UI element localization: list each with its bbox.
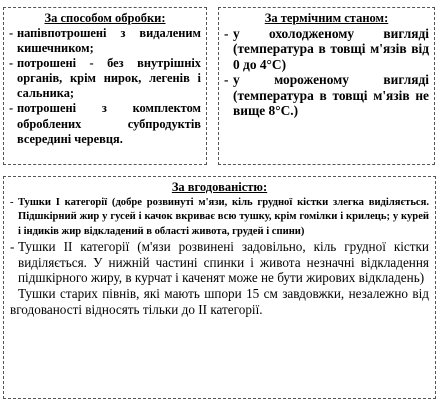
thermal-state-title: За термічним станом: <box>264 11 389 25</box>
thermal-state-list <box>224 26 429 118</box>
category-2-item: - Тушки ІІ категорії (м'язи розвинені задовільно, кіль грудної кістки виділяється. У нижній частині спинки і живота незначні відкладення підшкірного жиру, в курчат і каченят може не бути жирових відкладень) <box>10 239 429 286</box>
fatness-title: За вгодованістю: <box>171 180 268 194</box>
processing-method-title: За способом обробки: <box>44 11 166 25</box>
category-1-item: - Тушки І категорії (добре розвинуті м'язи, кіль грудної кістки злегка виділяється. Підшкірний жир у гусей і качок вкриває всю тушку, крім гомілки і крилець; у курей і індиків жир відкладений в області живота, грудей і спини) <box>10 196 429 239</box>
list-item: - потрошені з комплектом оброблених субпродуктів всередині черевця. <box>9 101 201 146</box>
old-roosters-note: Тушки старих півнів, які мають шпори 15 см завдовжки, незалежно від вгодованості відносять тільки до ІІ категорії. <box>10 286 429 317</box>
list-item: - у мороженому вигляді (температура в товщі м'язів не вище 8°С.) <box>224 72 429 118</box>
fatness-list <box>10 196 429 286</box>
processing-method-box <box>3 7 207 165</box>
list-item: - напівпотрошені з видаленим кишечником; <box>9 26 201 56</box>
fatness-box <box>3 176 436 399</box>
thermal-state-box <box>218 7 435 165</box>
list-item: - потрошені - без внутрішніх органів, крім нирок, легенів і сальника; <box>9 56 201 101</box>
list-item: - у охолодженому вигляді (температура в товщі м'язів від 0 до 4°С) <box>224 26 429 72</box>
processing-method-list <box>9 26 201 147</box>
